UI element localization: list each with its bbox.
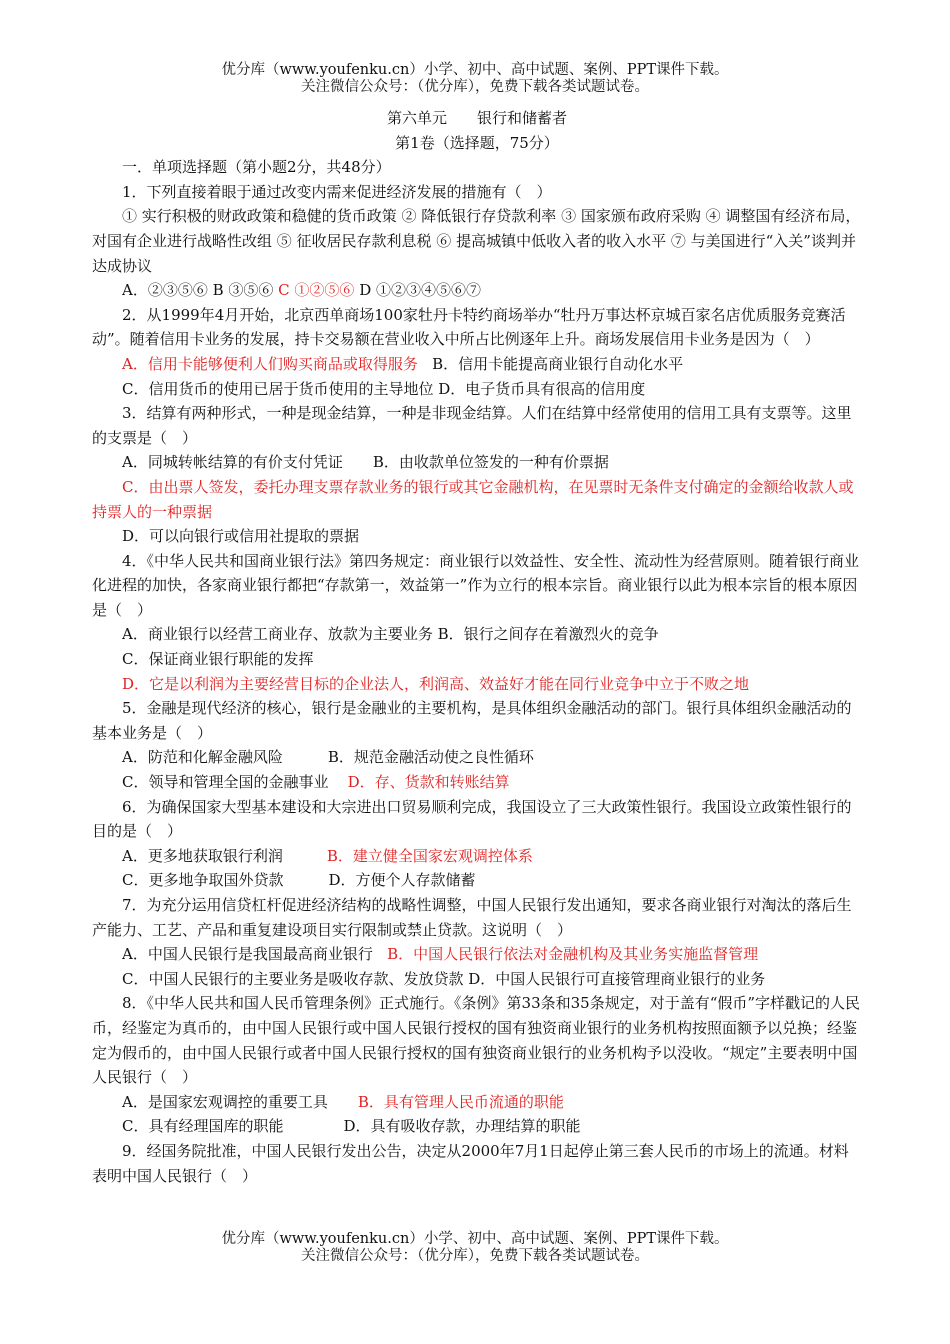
question-5-choices-ab: A．防范和化解金融风险 B．规范金融活动使之良性循环 [122,748,534,767]
question-3-choice-d: D．可以向银行或信用社提取的票据 [122,527,360,546]
question-4-choice-c: C．保证商业银行职能的发挥 [122,650,314,669]
question-4-choices-ab: A．商业银行以经营工商业存、放款为主要业务 B．银行之间存在着激烈火的竞争 [122,625,659,644]
question-5-answer-d: D．存、货款和转账结算 [347,773,510,792]
question-8-choices-cd: C．具有经理国库的职能 D．具有吸收存款，办理结算的职能 [122,1117,581,1136]
question-3-stem: 3．结算有两种形式，一种是现金结算，一种是非现金结算。人们在结算中经常使用的信用工具有支票等。这里的支票是（ ） [92,404,852,447]
question-2-choice-b: B．信用卡能提高商业银行自动化水平 [432,354,684,373]
question-5-stem: 5．金融是现代经济的核心，银行是金融业的主要机构，是具体组织金融活动的部门。银行具体组织金融活动的基本业务是（ ） [92,699,852,742]
volume-title: 第1卷（选择题，75分） [395,133,559,152]
question-1-options-list: ① 实行积极的财政政策和稳健的货币政策 ② 降低银行存贷款利率 ③ 国家颁布政府采购 ④ 调整国有经济布局，对国有企业进行战略性改组 ⑤ 征收居民存款利息税 ⑥ 提高城镇中低收入者的收入水平 ⑦ 与美国进行“入关”谈判并达成协议 [92,207,861,275]
question-1-choices [92,278,862,303]
question-1-stem: 1．下列直接着眼于通过改变内需来促进经济发展的措施有（ ） [122,182,552,201]
question-8-choices-ab [92,1090,862,1115]
question-1-choice-d: D ①②③④⑤⑥⑦ [354,281,481,300]
header-line-1: 优分库（www.youfenku.cn）小学、初中、高中试题、案例、PPT课件下载。 [221,62,729,78]
question-4-answer-d: D．它是以利润为主要经营目标的企业法人，利润高、效益好才能在同行业竞争中立于不败之地 [122,674,750,693]
question-7-choices-ab [92,942,862,967]
section-heading: 一．单项选择题（第小题2分，共48分） [122,158,391,177]
question-6-choices-ab [92,844,862,869]
page-footer [0,1231,950,1265]
footer-line-1: 优分库（www.youfenku.cn）小学、初中、高中试题、案例、PPT课件下载。 [221,1231,729,1247]
question-8-choice-a: A．是国家宏观调控的重要工具 [122,1092,328,1111]
question-6-stem: 6．为确保国家大型基本建设和大宗进出口贸易顺利完成，我国设立了三大政策性银行。我国设立政策性银行的目的是（ ） [92,797,852,841]
page-header [0,62,950,96]
question-7-choice-a: A．中国人民银行是我国最高商业银行 [122,945,373,964]
header-line-2: 关注微信公众号：（优分库），免费下载各类试题试卷。 [301,79,649,95]
question-9-stem: 9．经国务院批准，中国人民银行发出公告，决定从2000年7月1日起停止第三套人民币的市场上的流通。材料表明中国人民银行（ ） [92,1141,849,1185]
question-6-choices-cd: C．更多地争取国外贷款 D．方便个人存款储蓄 [122,871,476,890]
question-3-choices-ab: A．同城转帐结算的有价支付凭证 B．由收款单位签发的一种有价票据 [122,453,609,472]
question-7-stem: 7．为充分运用信贷杠杆促进经济结构的战略性调整，中国人民银行发出通知，要求各商业银行对淘汰的落后生产能力、工艺、产品和重复建设项目实行限制或禁止贷款。这说明（ ） [92,896,852,939]
question-2-answer-a: A．信用卡能够便利人们购买商品或取得服务 [122,354,418,373]
unit-title: 第六单元 银行和储蓄者 [386,109,567,127]
footer-line-2: 关注微信公众号：（优分库），免费下载各类试题试卷。 [301,1248,649,1264]
question-6-choice-a: A．更多地获取银行利润 [122,846,283,865]
document-body [92,106,862,1188]
question-3-answer-c: C．由出票人签发，委托办理支票存款业务的银行或其它金融机构，在见票时无条件支付确定的金额给收款人或持票人的一种票据 [92,477,854,521]
question-1-answer-c: C ①②⑤⑥ [278,281,355,300]
question-2-choices-cd: C．信用货币的使用已居于货币使用的主导地位 D．电子货币具有很高的信用度 [122,379,646,398]
question-6-answer-b: B．建立健全国家宏观调控体系 [326,846,533,865]
question-7-choices-cd: C．中国人民银行的主要业务是吸收存款、发放贷款 D．中国人民银行可直接管理商业银行的业务 [122,969,766,988]
question-4-stem: 4．《中华人民共和国商业银行法》第四务规定：商业银行以效益性、安全性、流动性为经营原则。随着银行商业化进程的加快，各家商业银行都把“存款第一，效益第一”作为立行的根本宗旨。商业银行以此为根本宗旨的根本原因是（ ） [92,551,860,619]
question-8-answer-b: B．具有管理人民币流通的职能 [357,1092,564,1111]
question-5-choice-c: C．领导和管理全国的金融事业 [122,773,329,792]
question-8-stem: 8．《中华人民共和国人民币管理条例》正式施行。《条例》第33条和35条规定，对于盖有“假币”字样戳记的人民币，经鉴定为真币的，由中国人民银行或中国人民银行授权的国有独资商业银行的业务机构按照面额予以兑换；经鉴定为假币的，由中国人民银行或者中国人民银行授权的国有独资商业银行的业务机构予以没收。“规定”主要表明中国人民银行（ ） [92,994,861,1087]
question-2-stem: 2．从1999年4月开始，北京西单商场100家牡丹卡特约商场举办“牡丹万事达杯京城百家名店优质服务竞赛活动”。随着信用卡业务的发展，持卡交易额在营业收入中所占比例逐年上升。商场发展信用卡业务是因为（ ） [92,305,846,349]
question-5-choices-cd [92,770,862,795]
question-7-answer-b: B．中国人民银行依法对金融机构及其业务实施监督管理 [387,945,759,964]
question-1-choice-ab: A．②③⑤⑥ B ③⑤⑥ [122,281,279,300]
question-2-choices-ab [92,352,862,377]
